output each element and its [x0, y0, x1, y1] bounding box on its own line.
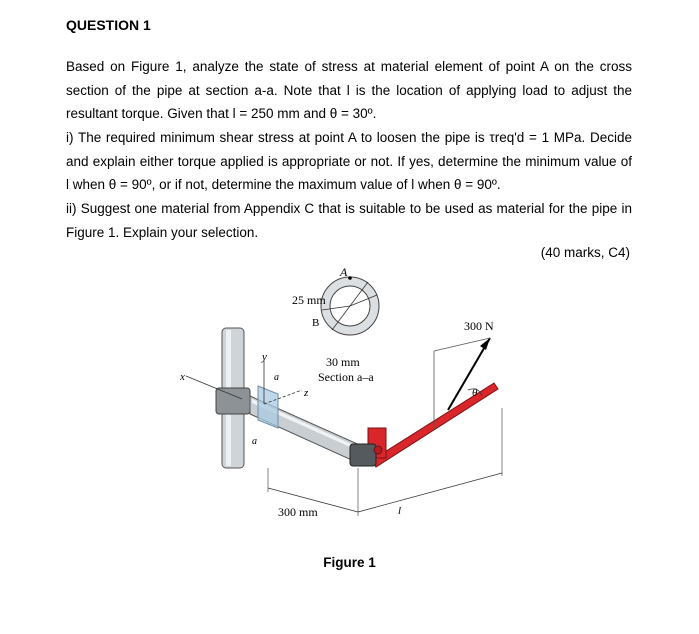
tee-fitting [216, 388, 250, 414]
figure-caption: Figure 1 [323, 555, 376, 570]
part-ii-line-1: ii) Suggest one material from Appendix C that is suitable to be used as material for the pipe in [66, 201, 632, 216]
intro-line-1: Based on Figure 1, analyze the state of stress at material element of point A on the cross [66, 59, 632, 74]
question-part-i [66, 126, 632, 197]
dim-l-line [358, 473, 502, 512]
label-axis-y: y [262, 351, 267, 363]
part-i-line-1: i) The required minimum shear stress at point A to loosen the pipe is τreq'd = 1 MPa. Decide [66, 130, 632, 145]
intro-line-2: section of the pipe at section a-a. Note that l is the location of applying load to adjust the [66, 82, 632, 98]
intro-line-3: resultant torque. Given that l = 250 mm and θ = 30º. [66, 106, 377, 121]
label-point-a: A [340, 268, 348, 279]
label-section-mark-bottom: a [252, 436, 257, 447]
label-section: Section a–a [318, 370, 374, 384]
label-theta: θ [472, 387, 478, 399]
label-outer-dim: 25 mm [292, 293, 326, 307]
part-i-line-2: and explain either torque applied is appropriate or not. If yes, determine the minimum value of [66, 153, 632, 169]
part-ii-line-2: Figure 1. Explain your selection. [66, 224, 259, 240]
wrench-adjuster [374, 446, 382, 454]
question-intro [66, 55, 632, 126]
label-300mm: 300 mm [278, 505, 318, 519]
label-force: 300 N [464, 319, 494, 333]
label-section-mark-top: a [274, 372, 279, 383]
section-plane [258, 386, 278, 428]
marks-label: (40 marks, C4) [540, 245, 630, 260]
wrench-grip [350, 444, 376, 466]
question-part-ii [66, 197, 632, 244]
label-axis-x: x [180, 371, 185, 383]
wrench-handle [372, 383, 498, 467]
part-i-line-3: l when θ = 90º, or if not, determine the maximum value of l when θ = 90º. [66, 177, 501, 192]
question-heading: QUESTION 1 [66, 17, 151, 33]
label-length-l: l [398, 505, 402, 517]
pipe-wrench-figure [172, 268, 532, 558]
label-point-b: B [312, 317, 320, 329]
force-reference-top [434, 338, 490, 351]
label-axis-z: z [304, 387, 309, 399]
point-a-dot [348, 276, 352, 280]
label-inner-dim: 30 mm [326, 355, 360, 369]
